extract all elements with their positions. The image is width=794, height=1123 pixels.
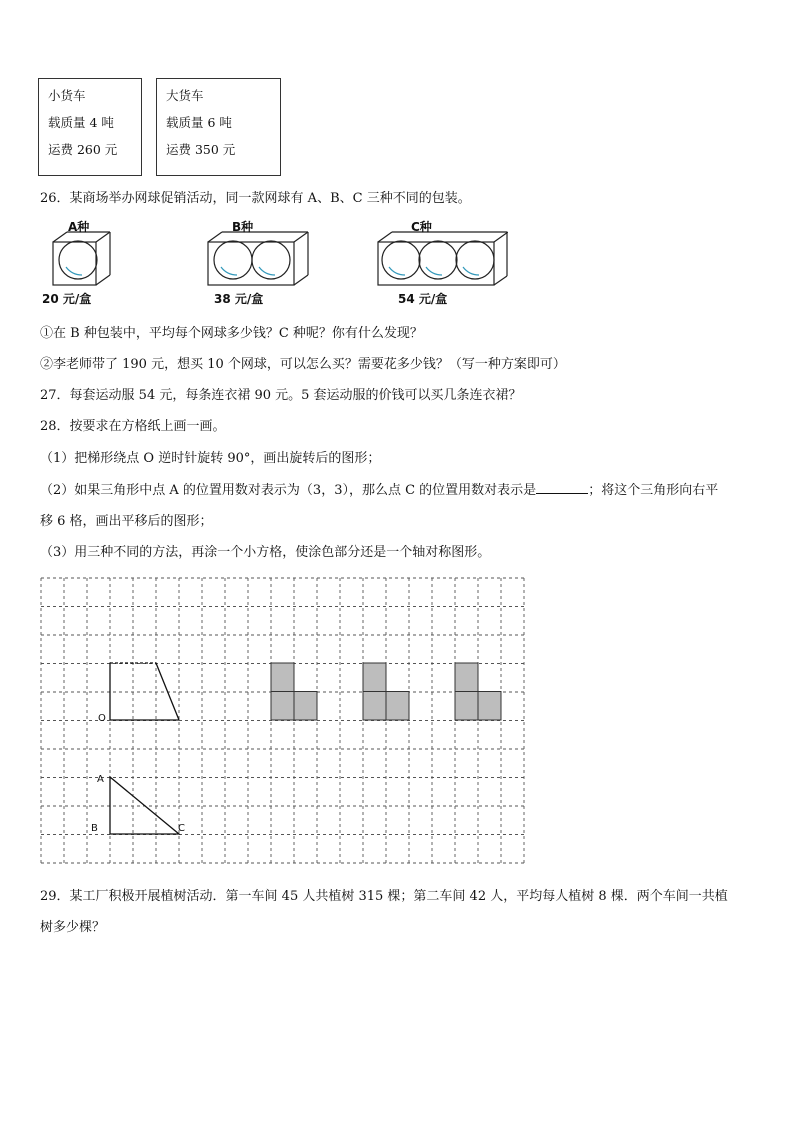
package-b-box — [208, 232, 308, 285]
q28-sub2-line2: 移 6 格，画出平移后的图形； — [40, 514, 213, 529]
small-truck-name: 小货车 — [48, 88, 86, 103]
l-shape-3 — [455, 663, 501, 720]
triangle — [110, 777, 179, 834]
package-c-box — [378, 232, 508, 285]
package-a-box — [53, 232, 110, 285]
big-truck-name: 大货车 — [166, 88, 204, 103]
small-truck-box — [38, 78, 142, 176]
q28-sub1: （1）把梯形绕点 O 逆时针旋转 90°，画出旋转后的图形； — [40, 451, 381, 466]
q29-line2: 树多少棵？ — [40, 920, 106, 935]
package-b-label: B种 — [232, 220, 254, 234]
q26-sub2: ②李老师带了 190 元，想买 10 个网球，可以怎么买？需要花多少钱？（写一种方案即可） — [40, 357, 566, 372]
answer-blank[interactable] — [536, 481, 588, 494]
point-a-label: A — [97, 774, 104, 785]
package-c-price: 54 元/盒 — [398, 292, 448, 306]
trapezoid — [110, 663, 179, 720]
l-shape-1 — [271, 663, 317, 720]
l-shape-2 — [363, 663, 409, 720]
grid-paper — [38, 577, 526, 865]
q28-sub2-line1 — [40, 479, 718, 498]
big-truck-box — [156, 78, 281, 176]
q26-sub1: ①在 B 种包装中，平均每个网球多少钱？C 种呢？你有什么发现？ — [40, 326, 423, 341]
q29-line1: 29．某工厂积极开展植树活动．第一车间 45 人共植树 315 棵；第二车间 42 人，平均每人植树 8 棵．两个车间一共植 — [40, 889, 728, 904]
q28-text: 28．按要求在方格纸上画一画。 — [40, 419, 226, 434]
point-o-label: O — [98, 713, 106, 724]
small-truck-fee: 运费 260 元 — [48, 142, 118, 157]
q28-sub2-part-b: ；将这个三角形向右平 — [588, 483, 719, 498]
point-c-label: C — [178, 823, 185, 834]
small-truck-load: 载质量 4 吨 — [48, 115, 114, 130]
q27-text: 27．每套运动服 54 元，每条连衣裙 90 元。5 套运动服的价钱可以买几条连衣裙？ — [40, 388, 522, 403]
package-c-label: C种 — [411, 220, 432, 234]
q28-sub2-part-a: （2）如果三角形中点 A 的位置用数对表示为（3，3），那么点 C 的位置用数对表示是 — [40, 483, 537, 498]
package-b-price: 38 元/盒 — [214, 292, 264, 306]
big-truck-load: 载质量 6 吨 — [166, 115, 232, 130]
q28-sub3: （3）用三种不同的方法，再涂一个小方格，使涂色部分还是一个轴对称图形。 — [40, 545, 491, 560]
q26-text: 26．某商场举办网球促销活动，同一款网球有 A、B、C 三种不同的包装。 — [40, 191, 471, 206]
package-a-price: 20 元/盒 — [42, 292, 92, 306]
package-a-label: A种 — [68, 220, 90, 234]
point-b-label: B — [91, 823, 98, 834]
big-truck-fee: 运费 350 元 — [166, 142, 236, 157]
